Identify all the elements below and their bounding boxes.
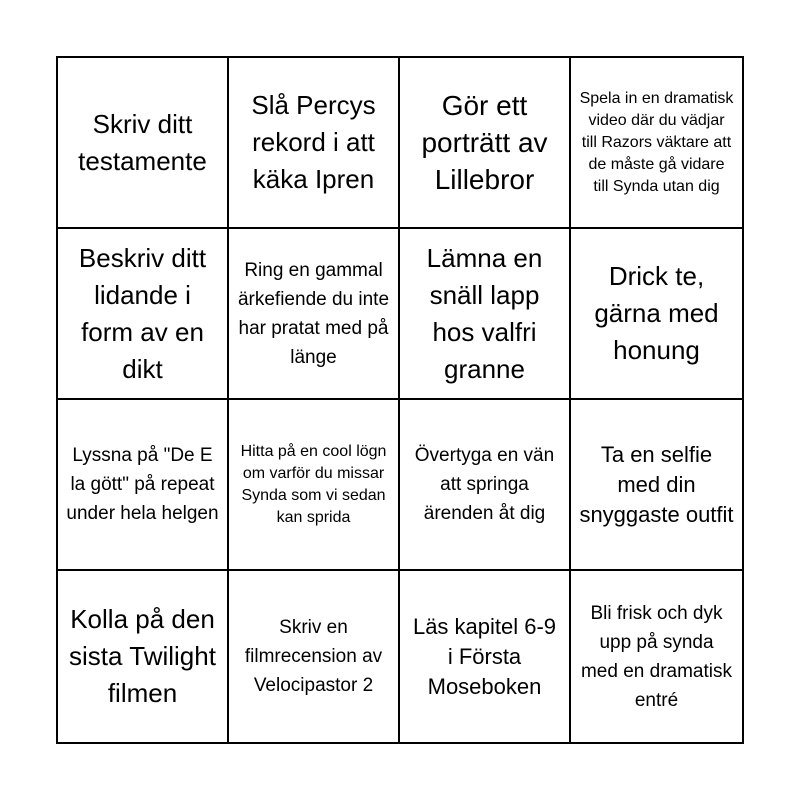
- bingo-cell-r3-c3[interactable]: [400, 400, 571, 571]
- bingo-cell-r2-c2[interactable]: [229, 229, 400, 400]
- bingo-cell-text: Hitta på en cool lögn om varför du missar Synda som vi sedan kan sprida: [240, 442, 387, 526]
- bingo-cell-text: Slå Percys rekord i att käka Ipren: [251, 90, 376, 194]
- bingo-cell-text: Övertyga en vän att springa ärenden åt dig: [414, 445, 555, 524]
- bingo-cell-r4-c2[interactable]: [229, 571, 400, 742]
- bingo-cell-r4-c4[interactable]: [571, 571, 742, 742]
- bingo-cell-r1-c1[interactable]: [58, 58, 229, 229]
- bingo-cell-text: Ring en gammal ärkefiende du inte har pratat med på länge: [237, 259, 390, 368]
- bingo-cell-text: Kolla på den sista Twilight filmen: [69, 604, 216, 708]
- bingo-cell-text: Spela in en dramatisk video där du vädjar till Razors väktare att de måste gå vidare till Synda utan dig: [579, 89, 734, 195]
- bingo-cell-r3-c4[interactable]: [571, 400, 742, 571]
- bingo-cell-text: Drick te, gärna med honung: [594, 261, 719, 365]
- bingo-cell-text: Lämna en snäll lapp hos valfri granne: [426, 242, 543, 384]
- bingo-cell-r2-c3[interactable]: [400, 229, 571, 400]
- bingo-board: [56, 56, 744, 744]
- bingo-cell-text: Bli frisk och dyk upp på synda med en dramatisk entré: [580, 602, 732, 711]
- bingo-cell-text: Ta en selfie med din snyggaste outfit: [579, 441, 734, 527]
- bingo-cell-r2-c4[interactable]: [571, 229, 742, 400]
- bingo-cell-text: Lyssna på "De E la gött" på repeat under hela helgen: [66, 445, 219, 524]
- bingo-cell-r4-c3[interactable]: [400, 571, 571, 742]
- bingo-cell-text: Läs kapitel 6-9 i Första Moseboken: [412, 613, 557, 699]
- bingo-cell-r2-c1[interactable]: [58, 229, 229, 400]
- bingo-cell-r3-c1[interactable]: [58, 400, 229, 571]
- bingo-cell-text: Gör ett porträtt av Lillebror: [421, 90, 548, 195]
- bingo-cell-text: Skriv ditt testamente: [78, 108, 207, 176]
- bingo-cell-r1-c3[interactable]: [400, 58, 571, 229]
- bingo-cell-text: Beskriv ditt lidande i form av en dikt: [78, 242, 207, 384]
- bingo-cell-r1-c2[interactable]: [229, 58, 400, 229]
- bingo-cell-r4-c1[interactable]: [58, 571, 229, 742]
- bingo-cell-r1-c4[interactable]: [571, 58, 742, 229]
- bingo-cell-text: Skriv en filmrecension av Velocipastor 2: [244, 617, 383, 696]
- bingo-cell-r3-c2[interactable]: [229, 400, 400, 571]
